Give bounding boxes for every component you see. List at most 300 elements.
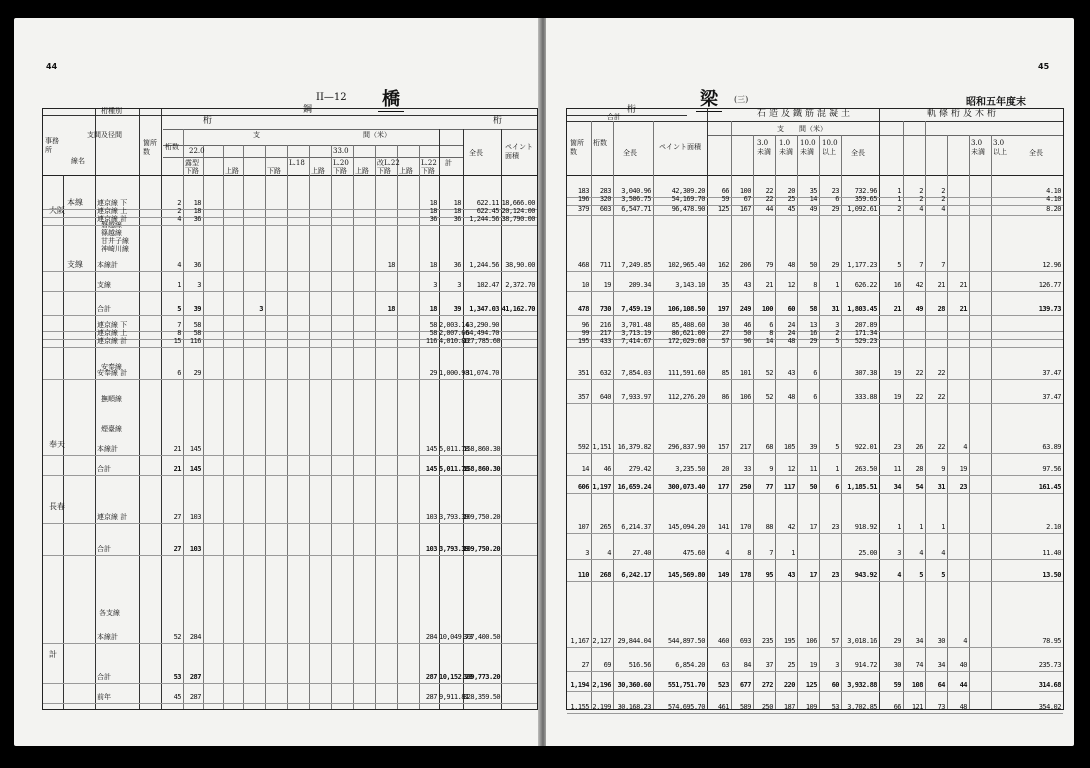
right-cell: 66 xyxy=(721,187,729,195)
right-cell: 730 xyxy=(599,305,611,313)
left-cell: 3,793.39 xyxy=(439,513,469,521)
left-cell: 3,793.39 xyxy=(439,545,469,553)
left-cell: 145 xyxy=(189,465,201,473)
left-cell: 158,860.30 xyxy=(463,465,501,473)
right-cell: 125 xyxy=(805,681,817,689)
right-cell: 6 xyxy=(835,483,839,491)
right-cell: 53 xyxy=(831,703,839,711)
right-cell: 1,197 xyxy=(592,483,611,491)
right-cell: 8 xyxy=(747,549,751,557)
right-cell: 33 xyxy=(743,465,751,473)
left-cell: 3 xyxy=(433,281,437,289)
right-cell: 461 xyxy=(717,703,729,711)
left-cell: 102.47 xyxy=(476,281,499,289)
left-cell: 58 xyxy=(429,329,437,337)
right-cell: 7,854.03 xyxy=(621,369,651,377)
header-office: 事務所 xyxy=(45,137,59,154)
left-cell: 58 xyxy=(429,321,437,329)
right-cell: 460 xyxy=(717,637,729,645)
right-cell: 918.92 xyxy=(854,523,877,531)
left-cell: 109,750.20 xyxy=(463,545,501,553)
left-cell: 21 xyxy=(173,465,181,473)
right-cell: 1,167 xyxy=(570,637,589,645)
header-span-33: 33.0 xyxy=(333,147,349,155)
right-cell: 29 xyxy=(831,261,839,269)
left-cell: 1 xyxy=(177,281,181,289)
right-cell: 1,155 xyxy=(570,703,589,711)
year-label: 昭和五年度末 xyxy=(966,97,1026,108)
right-cell: 20 xyxy=(787,187,795,195)
right-cell: 42 xyxy=(915,281,923,289)
left-cell: 1,000.98 xyxy=(439,369,469,377)
right-cell: 307.38 xyxy=(854,369,877,377)
right-cell: 117 xyxy=(783,483,795,491)
left-cell: 9,911.81 xyxy=(439,693,469,701)
right-cell: 11 xyxy=(893,465,901,473)
right-cell: 3,932.88 xyxy=(847,681,877,689)
header-sub-1: 上路 xyxy=(225,167,239,175)
right-cell: 2,127 xyxy=(592,637,611,645)
left-cell: 29 xyxy=(193,369,201,377)
right-cell: 216 xyxy=(599,321,611,329)
left-cell: 2,003.14 xyxy=(439,321,469,329)
right-cell: 23 xyxy=(831,187,839,195)
right-cell: 22 xyxy=(915,393,923,401)
left-table xyxy=(42,105,538,710)
header-type-3: 改L.22 xyxy=(377,159,400,167)
district-1: 奉天 xyxy=(49,440,65,449)
left-cell: 52 xyxy=(173,633,181,641)
right-cell: 19 xyxy=(893,369,901,377)
right-cell: 107 xyxy=(577,523,589,531)
header-sub-5: 上路 xyxy=(355,167,369,175)
right-cell: 59 xyxy=(721,195,729,203)
right-cell: 235.73 xyxy=(1038,661,1061,669)
right-header-length-2: 全長 xyxy=(851,149,865,157)
right-cell: 50 xyxy=(809,483,817,491)
right-cell: 31 xyxy=(937,483,945,491)
left-cell: 103 xyxy=(425,513,437,521)
right-cell: 8 xyxy=(813,281,817,289)
right-cell: 29 xyxy=(809,337,817,345)
left-cell: 18 xyxy=(429,199,437,207)
right-cell: 19 xyxy=(603,281,611,289)
right-cell: 6 xyxy=(813,369,817,377)
left-row-label: 連京線 上 xyxy=(97,207,128,215)
right-cell: 22 xyxy=(915,369,923,377)
right-cell: 379 xyxy=(577,205,589,213)
right-cell: 14 xyxy=(765,337,773,345)
right-cell: 478 xyxy=(577,305,589,313)
right-cell: 23 xyxy=(831,523,839,531)
right-cell: 50 xyxy=(743,329,751,337)
right-cell: 79 xyxy=(765,261,773,269)
right-cell: 40 xyxy=(959,661,967,669)
right-cell: 139.73 xyxy=(1038,305,1061,313)
left-row-label: 連京線 計 xyxy=(97,215,128,223)
right-cell: 35 xyxy=(809,187,817,195)
left-cell: 58 xyxy=(193,329,201,337)
right-cell: 54 xyxy=(915,483,923,491)
right-cell: 3 xyxy=(835,321,839,329)
right-cell: 37 xyxy=(765,661,773,669)
right-cell: 19 xyxy=(809,661,817,669)
subline-5: 撫順線 xyxy=(101,395,122,403)
right-cell: 3,235.50 xyxy=(675,465,705,473)
right-cell: 42 xyxy=(787,523,795,531)
left-row-label: 支線 xyxy=(97,281,111,289)
right-cell: 1,194 xyxy=(570,681,589,689)
left-row-label: 本線計 xyxy=(97,445,118,453)
main-line-0: 本線 xyxy=(67,198,83,207)
right-cell: 21 xyxy=(959,281,967,289)
left-cell: 7 xyxy=(177,321,181,329)
header-span: 支間及径間 xyxy=(87,131,122,139)
left-cell: 31,074.70 xyxy=(465,369,499,377)
right-cell: 67 xyxy=(743,195,751,203)
left-cell: 64,494.70 xyxy=(465,329,499,337)
left-cell: 1,244.56 xyxy=(469,215,499,223)
right-page xyxy=(546,18,1074,746)
right-cell: 46 xyxy=(743,321,751,329)
right-cell: 102,965.40 xyxy=(667,261,705,269)
right-cell: 250 xyxy=(761,703,773,711)
right-cell: 26 xyxy=(915,443,923,451)
left-cell: 18 xyxy=(429,261,437,269)
header-girders: 桁数 xyxy=(165,143,179,151)
right-cell: 178 xyxy=(739,571,751,579)
right-cell: 145,569.80 xyxy=(667,571,705,579)
right-cell: 172,029.60 xyxy=(667,337,705,345)
left-cell: 39 xyxy=(453,305,461,313)
left-row-label: 本線計 xyxy=(97,261,118,269)
right-cell: 17 xyxy=(809,523,817,531)
right-cell: 66 xyxy=(893,703,901,711)
left-cell: 39 xyxy=(193,305,201,313)
right-cell: 85 xyxy=(721,369,729,377)
page-number-left: 44 xyxy=(46,62,58,71)
right-cell: 3,701.48 xyxy=(621,321,651,329)
right-cell: 27.40 xyxy=(632,549,651,557)
right-cell: 1 xyxy=(919,523,923,531)
right-cell: 161.45 xyxy=(1038,483,1061,491)
right-cell: 68 xyxy=(765,443,773,451)
right-cell: 73 xyxy=(937,703,945,711)
right-cell: 105 xyxy=(783,443,795,451)
right-cell: 11 xyxy=(809,465,817,473)
right-cell: 1 xyxy=(835,465,839,473)
right-cell: 157 xyxy=(717,443,729,451)
left-cell: 58 xyxy=(193,321,201,329)
right-cell: 77 xyxy=(765,483,773,491)
right-cell: 16,659.24 xyxy=(617,483,651,491)
left-cell: 21 xyxy=(173,445,181,453)
right-cell: 2.10 xyxy=(1046,523,1061,531)
right-cell: 220 xyxy=(783,681,795,689)
header-support: 支 xyxy=(253,131,260,139)
right-cell: 632 xyxy=(599,369,611,377)
left-cell: 116 xyxy=(425,337,437,345)
right-cell: 23 xyxy=(831,571,839,579)
right-cell: 45 xyxy=(787,205,795,213)
left-row-label: 連京線 上 xyxy=(97,329,128,337)
right-cell: 732.96 xyxy=(854,187,877,195)
right-cell: 4 xyxy=(963,637,967,645)
branch-line-0: 支線 xyxy=(67,260,83,269)
left-cell: 4,010.80 xyxy=(439,337,469,345)
right-cell: 475.60 xyxy=(682,549,705,557)
left-cell: 127,785.60 xyxy=(463,337,501,345)
left-cell: 158,860.30 xyxy=(463,445,501,453)
right-cell: 5 xyxy=(941,571,945,579)
right-cell: 96,478.90 xyxy=(671,205,705,213)
right-cell: 3,018.16 xyxy=(847,637,877,645)
right-cell: 23 xyxy=(959,483,967,491)
right-cell: 9 xyxy=(769,465,773,473)
right-cell: 359.65 xyxy=(854,195,877,203)
right-cell: 121 xyxy=(911,703,923,711)
right-cell: 30 xyxy=(721,321,729,329)
right-cell: 44 xyxy=(765,205,773,213)
title-suffix: (三) xyxy=(734,95,749,104)
right-cell: 27 xyxy=(721,329,729,337)
right-cell: 523 xyxy=(717,681,729,689)
right-cell: 34 xyxy=(915,637,923,645)
right-cell: 17 xyxy=(809,571,817,579)
left-cell: 2,372.70 xyxy=(505,281,535,289)
left-row-label: 本線計 xyxy=(97,633,118,641)
right-cell: 3 xyxy=(897,549,901,557)
right-cell: 5 xyxy=(897,261,901,269)
right-cell: 60 xyxy=(787,305,795,313)
right-cell: 43 xyxy=(787,369,795,377)
right-cell: 4 xyxy=(897,571,901,579)
right-cell: 7,933.97 xyxy=(621,393,651,401)
header-type-0: 露型 xyxy=(185,159,199,167)
right-cell: 943.92 xyxy=(854,571,877,579)
right-cell: 6 xyxy=(835,195,839,203)
left-cell: 27 xyxy=(173,545,181,553)
left-cell: 4 xyxy=(177,261,181,269)
right-cell: 6,854.20 xyxy=(675,661,705,669)
right-cell: 22 xyxy=(765,187,773,195)
right-cell: 50 xyxy=(809,261,817,269)
right-cell: 31 xyxy=(831,305,839,313)
subline-7: 各支線 xyxy=(99,609,120,617)
right-cell: 167 xyxy=(739,205,751,213)
right-span-col-0: 3.0未満 xyxy=(757,139,771,156)
left-row-label: 合計 xyxy=(97,673,111,681)
right-cell: 84 xyxy=(743,661,751,669)
right-cell: 3,040.96 xyxy=(621,187,651,195)
right-cell: 603 xyxy=(599,205,611,213)
right-cell: 69 xyxy=(603,661,611,669)
left-cell: 622.45 xyxy=(476,207,499,215)
left-cell: 36 xyxy=(429,215,437,223)
right-cell: 4 xyxy=(919,205,923,213)
right-cell: 29 xyxy=(893,637,901,645)
right-cell: 250 xyxy=(739,483,751,491)
right-cell: 43 xyxy=(787,571,795,579)
page-number-right: 45 xyxy=(1038,62,1050,71)
right-cell: 48 xyxy=(787,393,795,401)
right-cell: 6 xyxy=(813,393,817,401)
left-cell: 284 xyxy=(189,633,201,641)
left-cell: 18 xyxy=(453,207,461,215)
header-span-m: 間（米） xyxy=(363,131,391,139)
right-cell: 7 xyxy=(769,549,773,557)
left-cell: 287 xyxy=(425,693,437,701)
right-cell: 4.10 xyxy=(1046,195,1061,203)
subline-2: 甘井子線 xyxy=(101,237,129,245)
right-header-railwood: 軌條桁及木桁 xyxy=(927,109,1000,119)
right-cell: 693 xyxy=(739,637,751,645)
left-cell: 36 xyxy=(453,215,461,223)
right-cell: 1,151 xyxy=(592,443,611,451)
right-cell: 37.47 xyxy=(1042,369,1061,377)
right-cell: 1 xyxy=(835,281,839,289)
right-cell: 111,591.60 xyxy=(667,369,705,377)
right-cell: 6,242.17 xyxy=(621,571,651,579)
header-sub-6: 下路 xyxy=(377,167,391,175)
right-cell: 217 xyxy=(739,443,751,451)
left-cell: 145 xyxy=(189,445,201,453)
right-cell: 35 xyxy=(721,281,729,289)
left-page xyxy=(14,18,540,746)
left-cell: 103 xyxy=(189,545,201,553)
right-cell: 249 xyxy=(739,305,751,313)
subline-3: 神崎川線 xyxy=(101,245,129,253)
right-cell: 7 xyxy=(941,261,945,269)
right-header-total: 合計 xyxy=(607,113,621,121)
district-2: 長春 xyxy=(49,502,65,511)
left-cell: 287 xyxy=(189,673,201,681)
right-cell: 48 xyxy=(787,337,795,345)
header-sub-2: 下路 xyxy=(267,167,281,175)
right-cell: 108 xyxy=(911,681,923,689)
right-cell: 7 xyxy=(919,261,923,269)
left-row-label: 合計 xyxy=(97,465,111,473)
left-cell: 29 xyxy=(429,369,437,377)
right-cell: 12 xyxy=(787,465,795,473)
header-beam-right: 桁 xyxy=(493,116,503,126)
right-cell: 24 xyxy=(787,321,795,329)
right-cell: 8.20 xyxy=(1046,205,1061,213)
left-cell: 6 xyxy=(177,369,181,377)
right-header-girder: 桁 xyxy=(627,105,637,115)
right-cell: 551,751.70 xyxy=(667,681,705,689)
right-cell: 626.22 xyxy=(854,281,877,289)
right-cell: 125 xyxy=(717,205,729,213)
right-cell: 12.96 xyxy=(1042,261,1061,269)
right-cell: 22 xyxy=(937,443,945,451)
left-cell: 103 xyxy=(425,545,437,553)
left-cell: 1,347.03 xyxy=(469,305,499,313)
right-cell: 101 xyxy=(739,369,751,377)
right-cell: 21 xyxy=(937,281,945,289)
right-cell: 2 xyxy=(897,205,901,213)
right-cell: 52 xyxy=(765,393,773,401)
right-cell: 19 xyxy=(959,465,967,473)
subline-1: 篠越線 xyxy=(101,229,122,237)
right-cell: 516.56 xyxy=(628,661,651,669)
right-header-length: 全長 xyxy=(623,149,637,157)
right-cell: 354.02 xyxy=(1038,703,1061,711)
right-cell: 4 xyxy=(941,549,945,557)
right-cell: 183 xyxy=(577,187,589,195)
right-cell: 78.95 xyxy=(1042,637,1061,645)
right-cell: 207.89 xyxy=(854,321,877,329)
right-cell: 48 xyxy=(959,703,967,711)
right-cell: 1 xyxy=(791,549,795,557)
right-cell: 2 xyxy=(941,187,945,195)
right-cell: 145,094.20 xyxy=(667,523,705,531)
right-cell: 235 xyxy=(761,637,773,645)
subline-0: 磐越線 xyxy=(101,221,122,229)
right-cell: 209.34 xyxy=(628,281,651,289)
right-cell: 42,309.20 xyxy=(671,187,705,195)
right-cell: 64 xyxy=(937,681,945,689)
right-cell: 5 xyxy=(835,443,839,451)
title-right: 梁 xyxy=(696,85,722,112)
right-cell: 106 xyxy=(805,637,817,645)
left-cell: 18 xyxy=(193,207,201,215)
header-steel-beam: 桁 xyxy=(203,116,213,126)
left-cell: 38,90.00 xyxy=(505,261,535,269)
right-cell: 22 xyxy=(937,393,945,401)
right-cell: 13.50 xyxy=(1042,571,1061,579)
right-cell: 86,621.00 xyxy=(671,329,705,337)
right-cell: 1,185.51 xyxy=(847,483,877,491)
right-cell: 922.01 xyxy=(854,443,877,451)
left-cell: 5 xyxy=(177,305,181,313)
right-cell: 4 xyxy=(919,549,923,557)
left-cell: 18 xyxy=(453,199,461,207)
right-span2-col-0: 3.0未満 xyxy=(971,139,985,156)
right-cell: 2 xyxy=(941,195,945,203)
right-cell: 606 xyxy=(577,483,589,491)
left-cell: 328,359.50 xyxy=(463,693,501,701)
right-cell: 25 xyxy=(787,661,795,669)
left-cell: 15 xyxy=(173,337,181,345)
right-cell: 3 xyxy=(585,549,589,557)
right-header-paint: ペイント面積 xyxy=(659,143,701,151)
right-cell: 8 xyxy=(769,329,773,337)
right-cell: 149 xyxy=(717,571,729,579)
right-cell: 589 xyxy=(739,703,751,711)
right-cell: 21 xyxy=(765,281,773,289)
left-cell: 116 xyxy=(189,337,201,345)
right-cell: 296,837.90 xyxy=(667,443,705,451)
right-cell: 195 xyxy=(783,637,795,645)
left-cell: 5,011.78 xyxy=(439,445,469,453)
right-cell: 86 xyxy=(721,393,729,401)
right-cell: 6,547.71 xyxy=(621,205,651,213)
right-cell: 1 xyxy=(897,195,901,203)
right-cell: 177 xyxy=(717,483,729,491)
right-cell: 34 xyxy=(937,661,945,669)
right-cell: 49 xyxy=(915,305,923,313)
right-cell: 100 xyxy=(761,305,773,313)
left-cell: 8 xyxy=(177,329,181,337)
right-cell: 677 xyxy=(739,681,751,689)
right-cell: 357 xyxy=(577,393,589,401)
left-cell: 2 xyxy=(177,207,181,215)
right-cell: 279.42 xyxy=(628,465,651,473)
left-cell: 2 xyxy=(177,199,181,207)
header-type-4: L.22 xyxy=(421,159,437,167)
right-table xyxy=(566,105,1064,711)
